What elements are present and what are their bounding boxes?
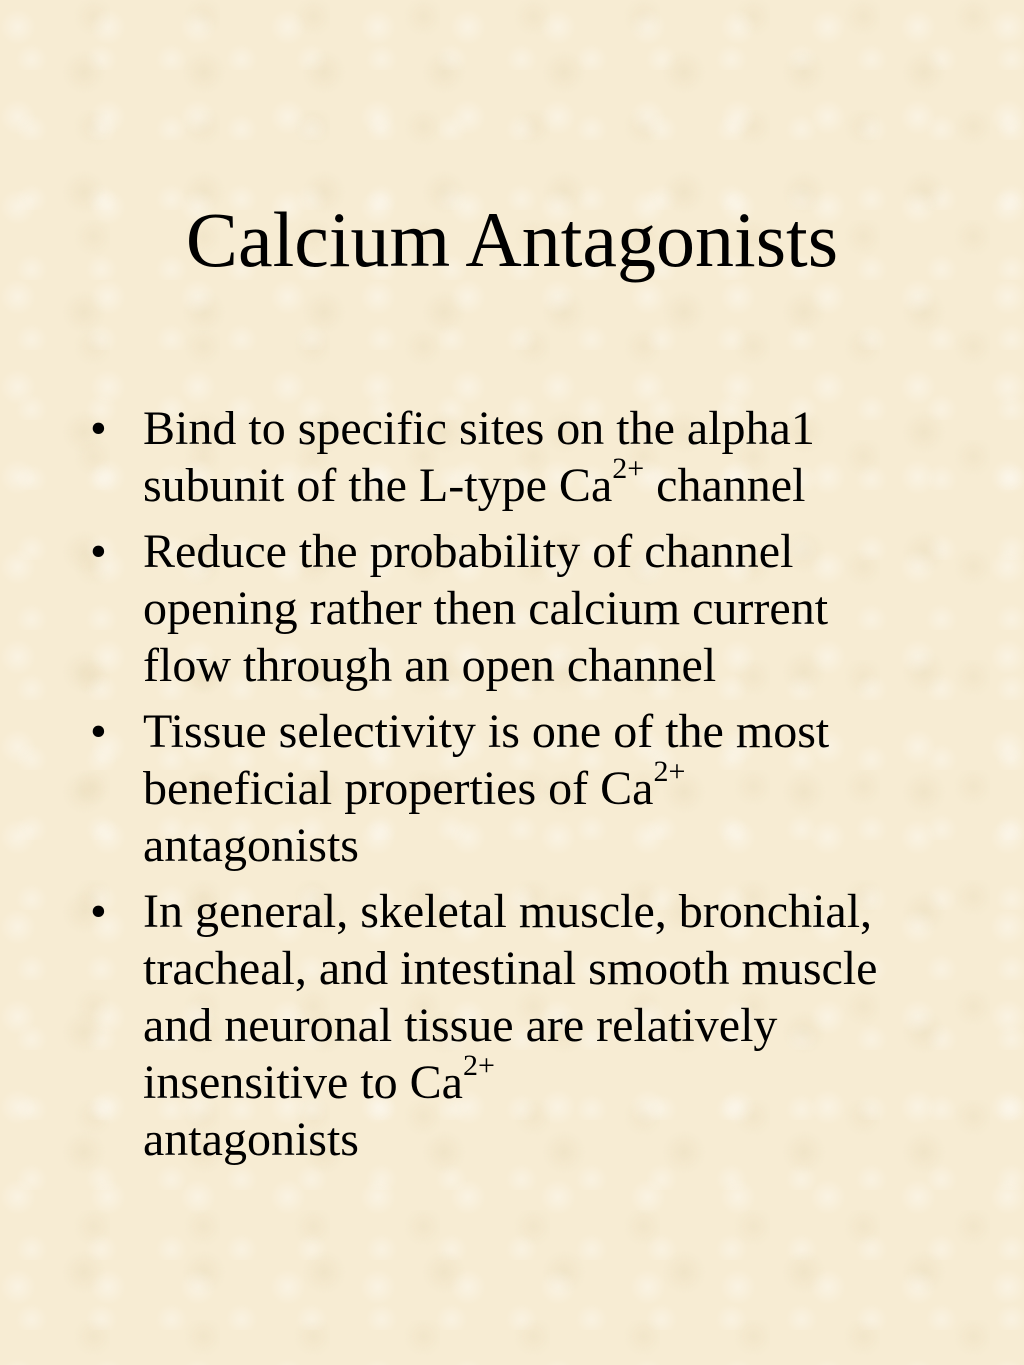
bullet-icon: •: [90, 525, 107, 578]
bullet-text: In general, skeletal muscle, bronchial, tracheal, and intestinal smooth muscle and neuronal tissue are relatively insensitive to Ca: [143, 885, 878, 1109]
bullet-text: Bind to specific sites on the alpha1 subunit of the L-type Ca: [143, 402, 815, 512]
bullet-text: Reduce the probability of channel opening rather then calcium current flow through an open channel: [143, 525, 829, 692]
bullet-icon: •: [90, 705, 107, 758]
slide-title: Calcium Antagonists: [185, 196, 839, 283]
bullet-text-tail: channel: [644, 459, 806, 512]
superscript-charge: 2+: [462, 1049, 495, 1082]
bullet-list: [90, 400, 920, 1177]
superscript-charge: 2+: [653, 755, 686, 788]
bullet-item: [90, 523, 920, 694]
bullet-item: [90, 400, 920, 514]
bullet-text-tail: antagonists: [143, 1113, 359, 1166]
superscript-charge: 2+: [612, 452, 645, 485]
bullet-icon: •: [90, 885, 107, 938]
bullet-text: Tissue selectivity is one of the most beneficial properties of Ca: [143, 705, 830, 815]
bullet-item: [90, 883, 920, 1168]
bullet-icon: •: [90, 402, 107, 455]
bullet-item: [90, 703, 920, 874]
bullet-text-tail: antagonists: [143, 819, 359, 872]
